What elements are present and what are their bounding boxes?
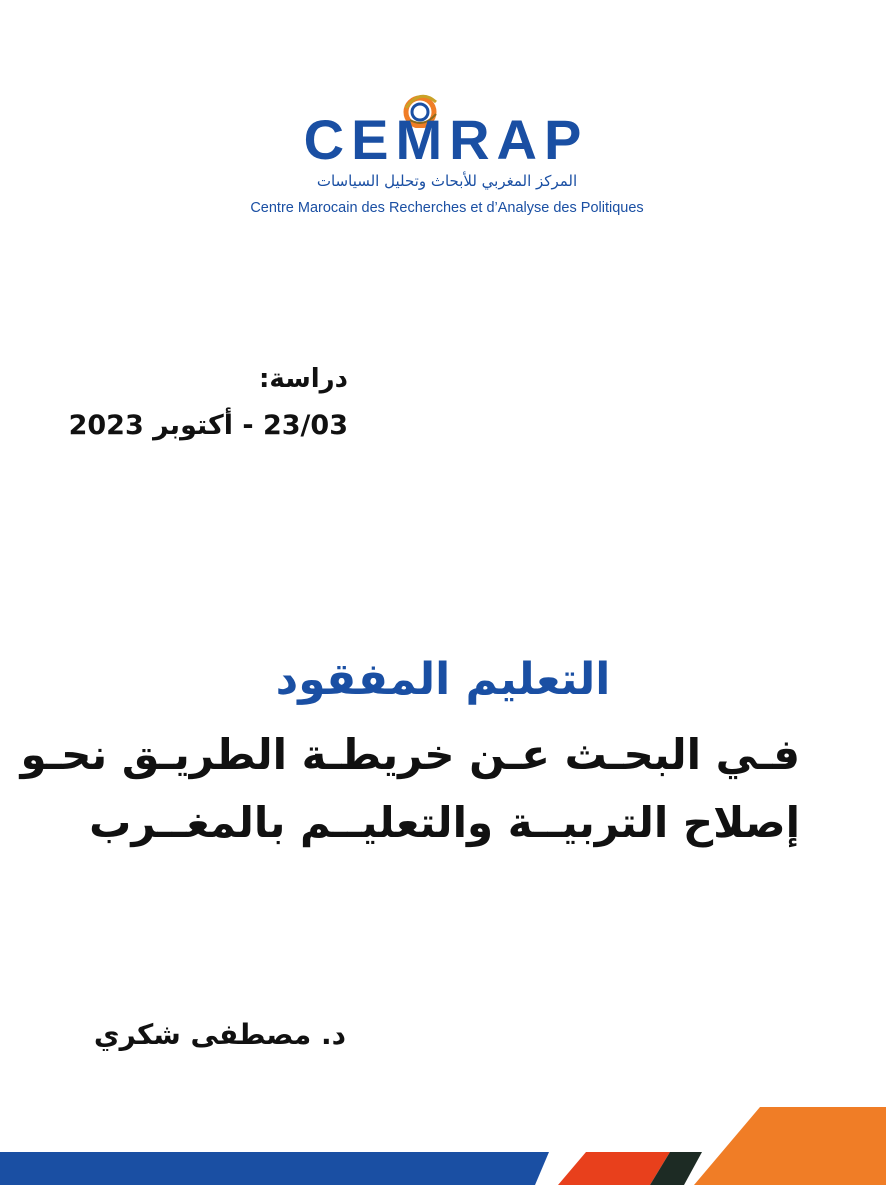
- cemrap-logo: [232, 88, 662, 228]
- document-subtitle-line-2: إصلاح التربيــة والتعليــم بالمغــرب: [89, 798, 800, 847]
- study-date: 23/03 - أكتوبر 2023: [68, 410, 348, 441]
- footer-blue-stripe: [0, 1152, 549, 1185]
- author-name: د. مصطفى شكري: [93, 1018, 346, 1051]
- logo-french-name: Centre Marocain des Recherches et d’Analyse des Politiques: [250, 200, 644, 216]
- logo-arabic-name: المركز المغربي للأبحاث وتحليل السياسات: [316, 172, 578, 190]
- study-type-label: دراسة:: [259, 364, 348, 394]
- document-subtitle-line-1: فـي البحـث عـن خريطـة الطريـق نحـو: [20, 730, 800, 779]
- logo-wordmark: CEMRAP: [303, 108, 589, 171]
- document-title: التعليم المفقود: [275, 654, 611, 705]
- footer-orange-stripe: [694, 1107, 886, 1185]
- footer-decorative-stripes: [0, 1100, 886, 1185]
